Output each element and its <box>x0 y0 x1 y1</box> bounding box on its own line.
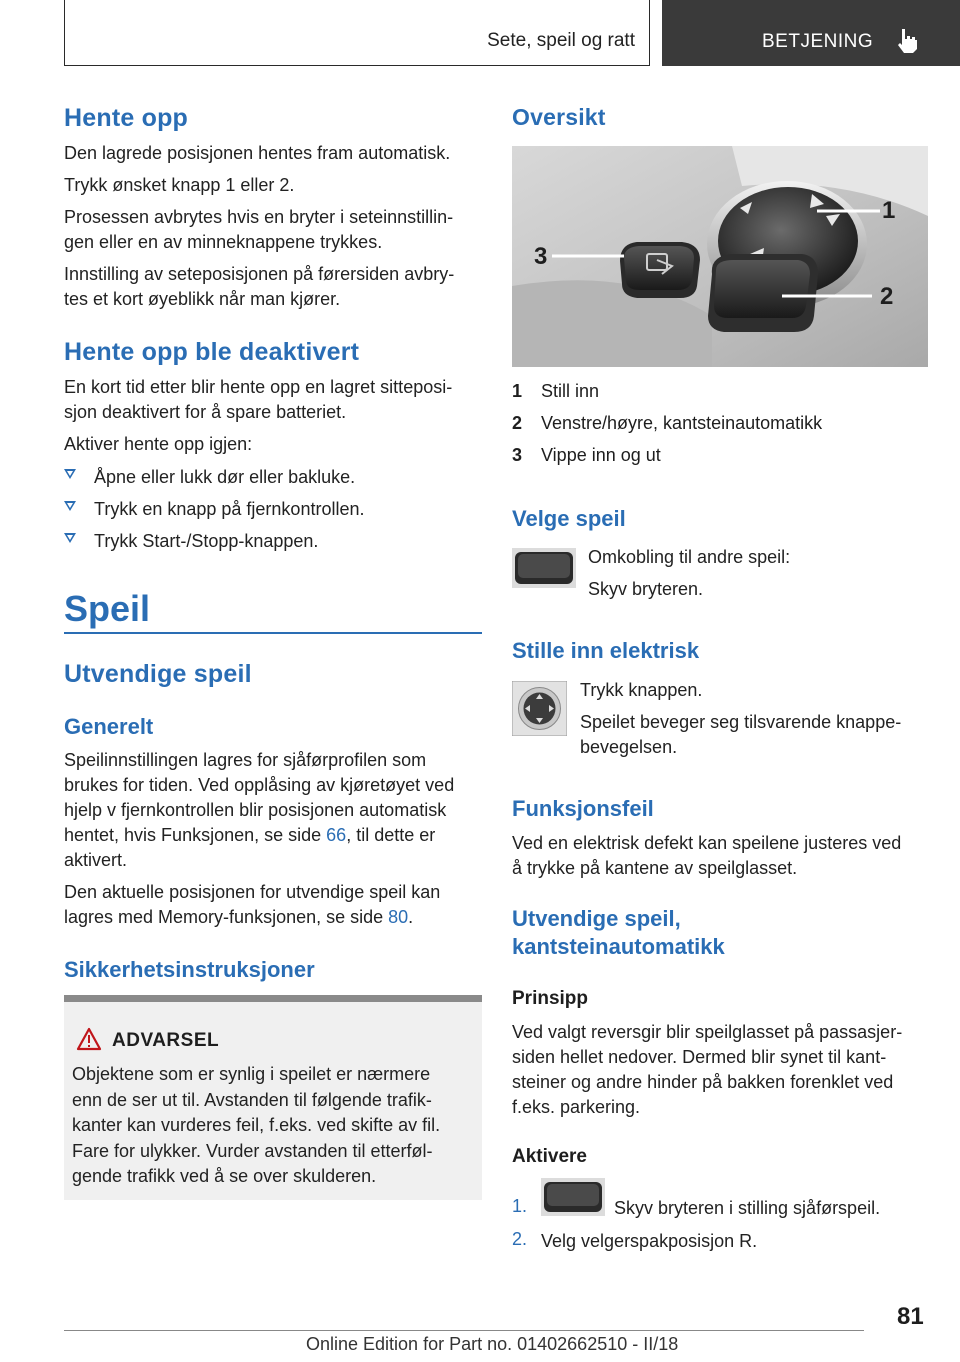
text-g4: hentet, hvis Funksjonen, se side 66, til dette er <box>64 825 436 845</box>
text-s1: Trykk knappen. <box>580 680 703 700</box>
legend-item: 1 Still inn <box>512 381 600 401</box>
text-p6: Aktiver hente opp igjen: <box>64 434 253 454</box>
text-s3: bevegelsen. <box>580 737 678 757</box>
page-link-66[interactable]: 66 <box>326 825 347 845</box>
heading-hente-opp: Hente opp <box>64 104 189 132</box>
legend-item: 3 Vippe inn og ut <box>512 445 661 465</box>
page-link-80[interactable]: 80 <box>388 907 409 927</box>
warning-box <box>64 995 482 1200</box>
text-g7: lagres med Memory-funksjonen, se side 80. <box>64 907 414 927</box>
triangle-bullet-icon <box>64 533 76 543</box>
triangle-bullet-icon <box>64 469 76 479</box>
text-v1: Omkobling til andre speil: <box>588 547 791 567</box>
text-pr4: f.eks. parkering. <box>512 1097 641 1117</box>
text-p5a: En kort tid etter blir hente opp en lagret sitteposi‐ <box>64 377 453 397</box>
mirror-adjust-knob-icon <box>512 681 567 736</box>
chapter-rule <box>64 632 482 634</box>
hand-pointer-icon <box>893 27 921 55</box>
mirror-selector-switch-icon <box>512 548 576 588</box>
text-p1: Den lagrede posisjonen hentes fram automatisk. <box>64 143 451 163</box>
text-p4b: tes et kort øyeblikk når man kjører. <box>64 289 341 309</box>
footer-rule <box>64 1330 864 1331</box>
heading-kantstein-1: Utvendige speil, <box>512 906 681 931</box>
text-g1: Speilinnstillingen lagres for sjåførprofilen som <box>64 750 427 770</box>
heading-velge-speil: Velge speil <box>512 506 626 531</box>
text-p5b: sjon deaktivert for å spare batteriet. <box>64 402 347 422</box>
text-f1: Ved en elektrisk defekt kan speilene justeres ved <box>512 833 902 853</box>
text-v2: Skyv bryteren. <box>588 579 704 599</box>
text-g2: brukes for tiden. Ved opplåsing av kjøretøyet ved <box>64 775 455 795</box>
text-p2: Trykk ønsket knapp 1 eller 2. <box>64 175 295 195</box>
text-step1: Skyv bryteren i stilling sjåførspeil. <box>614 1198 881 1218</box>
heading-deaktivert: Hente opp ble deaktivert <box>64 338 360 366</box>
text-f2: å trykke på kantene av speilglasset. <box>512 858 798 878</box>
header-section-title: Sete, speil og ratt <box>487 30 635 51</box>
text-pr2: siden hellet nedover. Dermed blir synet til kant‐ <box>512 1047 887 1067</box>
text-p3b: gen eller en av minneknappene trykkes. <box>64 232 383 252</box>
text-g5: aktivert. <box>64 850 128 870</box>
warning-triangle-icon <box>76 1027 102 1051</box>
heading-sikkerhet: Sikkerhetsinstruksjoner <box>64 957 315 982</box>
step-number: 2. <box>512 1229 528 1249</box>
text-s2: Speilet beveger seg tilsvarende knappe‐ <box>580 712 902 732</box>
warning-title: ADVARSEL <box>112 1030 220 1051</box>
heading-funksjonsfeil: Funksjonsfeil <box>512 796 654 821</box>
subheading-prinsipp: Prinsipp <box>512 988 589 1009</box>
heading-kantstein-2: kantsteinautomatikk <box>512 934 725 959</box>
heading-stille-inn: Stille inn elektrisk <box>512 638 700 663</box>
text-p3a: Prosessen avbrytes hvis en bryter i seteinnstillin‐ <box>64 207 454 227</box>
text-pr1: Ved valgt reversgir blir speilglasset på passasjer‐ <box>512 1022 903 1042</box>
photo-label-1: 1 <box>882 197 896 224</box>
photo-label-2: 2 <box>880 283 894 310</box>
page-number: 81 <box>897 1303 924 1330</box>
chapter-title-speil: Speil <box>64 588 151 629</box>
header-section <box>64 0 650 66</box>
photo-label-3: 3 <box>534 243 548 270</box>
text-step2: Velg velgerspakposisjon R. <box>541 1231 758 1251</box>
heading-oversikt: Oversikt <box>512 104 606 130</box>
subheading-aktivere: Aktivere <box>512 1146 587 1167</box>
heading-utvendige-speil: Utvendige speil <box>64 660 252 688</box>
text-g6: Den aktuelle posisjonen for utvendige speil kan <box>64 882 441 902</box>
header-chapter-title: BETJENING <box>762 31 874 52</box>
text-g3: hjelp v fjernkontrollen blir posisjonen automatisk <box>64 800 447 820</box>
mirror-selector-switch-icon <box>541 1178 605 1216</box>
warning-text: Objektene som er synlig i speilet er nærmere enn de ser ut til. Avstanden til følgende trafik‐ kanter kan vurderes feil, f.eks. ved skifte av fil. Fare for ulykker. Vurder avstanden til etterføl‐ gende trafikk ved å se over skulderen. <box>72 1064 441 1186</box>
legend-item: 2 Venstre/høyre, kantsteinautomatikk <box>512 413 823 433</box>
step-number: 1. <box>512 1196 528 1216</box>
footer-edition: Online Edition for Part no. 01402662510 - II/18 <box>306 1334 679 1354</box>
triangle-bullet-icon <box>64 501 76 511</box>
text-pr3: steiner og andre hinder på bakken forenklet ved <box>512 1072 894 1092</box>
heading-generelt: Generelt <box>64 714 154 739</box>
mirror-switch-photo <box>512 146 928 367</box>
text-p4a: Innstilling av seteposisjonen på førersiden avbry‐ <box>64 264 455 284</box>
